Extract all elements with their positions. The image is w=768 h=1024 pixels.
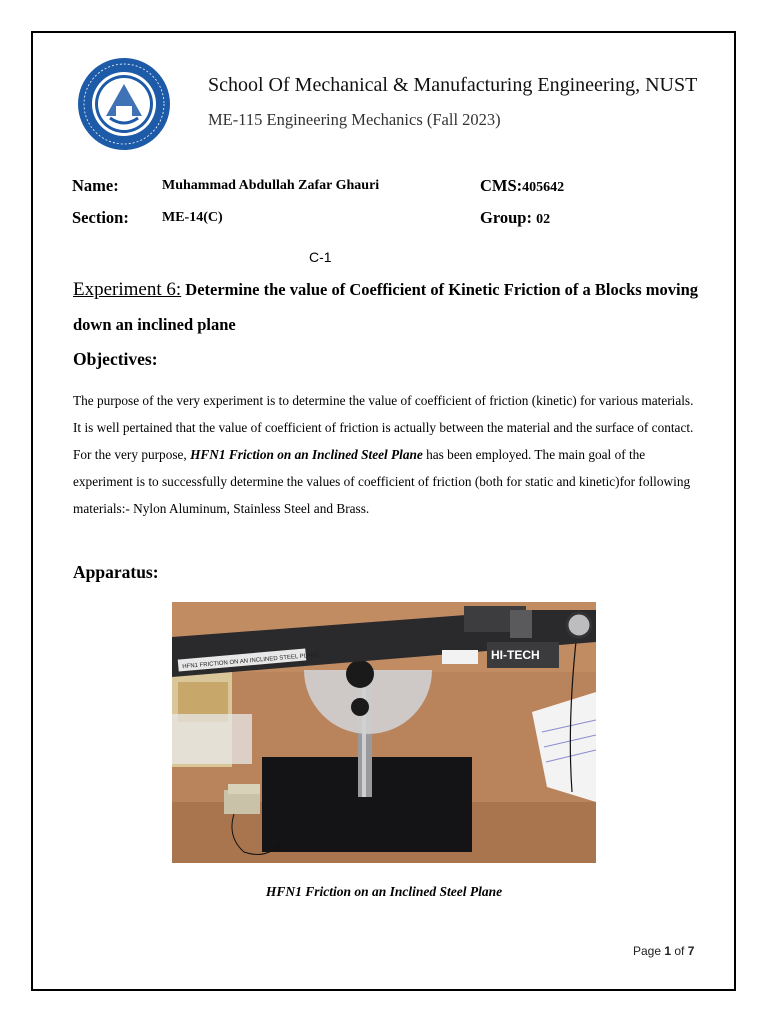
apparatus-heading: Apparatus: <box>73 562 159 582</box>
name-label: Name: <box>72 176 119 195</box>
page-number <box>633 944 694 958</box>
figure-caption: HFN1 Friction on an Inclined Steel Plane <box>265 884 503 899</box>
objectives-text-1: The purpose of the very experiment is to determine the value of coefficient of friction (kinetic) for various materials. It is well pertained that the value of coefficient of friction is actually between the material and the surface of contact. For the very purpose, <box>73 393 694 462</box>
section-marker: C-1 <box>309 249 332 265</box>
experiment-label: Experiment 6: <box>73 279 182 300</box>
group-value: 02 <box>536 212 551 227</box>
cms-label: CMS: <box>480 176 523 195</box>
objectives-apparatus-name: HFN1 Friction on an Inclined Steel Plane <box>190 447 423 462</box>
group-field <box>480 208 550 228</box>
section-value: ME-14(C) <box>162 210 223 225</box>
school-name: School Of Mechanical & Manufacturing Engineering, NUST <box>208 74 698 96</box>
apparatus-photo <box>172 602 596 863</box>
experiment-title <box>73 272 703 342</box>
group-label: Group: <box>480 208 532 227</box>
objectives-text-2: has been employed. The main goal of the experiment is to successfully determine the values of coefficient of friction (both for static and kinetic)for following materials:- Nylon Aluminum, Stainless Steel and Brass. <box>73 447 691 516</box>
cms-value: 405642 <box>522 180 565 195</box>
photo-plate-label: HFN1 FRICTION ON AN INCLINED STEEL PLANE <box>182 652 320 671</box>
page-current: 1 <box>664 944 672 958</box>
of-word: of <box>671 944 688 958</box>
name-value: Muhammad Abdullah Zafar Ghauri <box>162 178 380 193</box>
page-word: Page <box>633 944 665 958</box>
photo-brand-label: HI-TECH <box>491 648 540 662</box>
experiment-text: Determine the value of Coefficient of Kinetic Friction of a Blocks moving down an inclined plane <box>73 280 699 334</box>
section-label: Section: <box>72 208 129 227</box>
nust-logo <box>76 56 172 152</box>
page-total: 7 <box>687 944 695 958</box>
cms-field <box>480 176 564 196</box>
objectives-heading: Objectives: <box>73 349 158 369</box>
course-name: ME-115 Engineering Mechanics (Fall 2023) <box>208 110 501 129</box>
objectives-text <box>73 387 698 522</box>
